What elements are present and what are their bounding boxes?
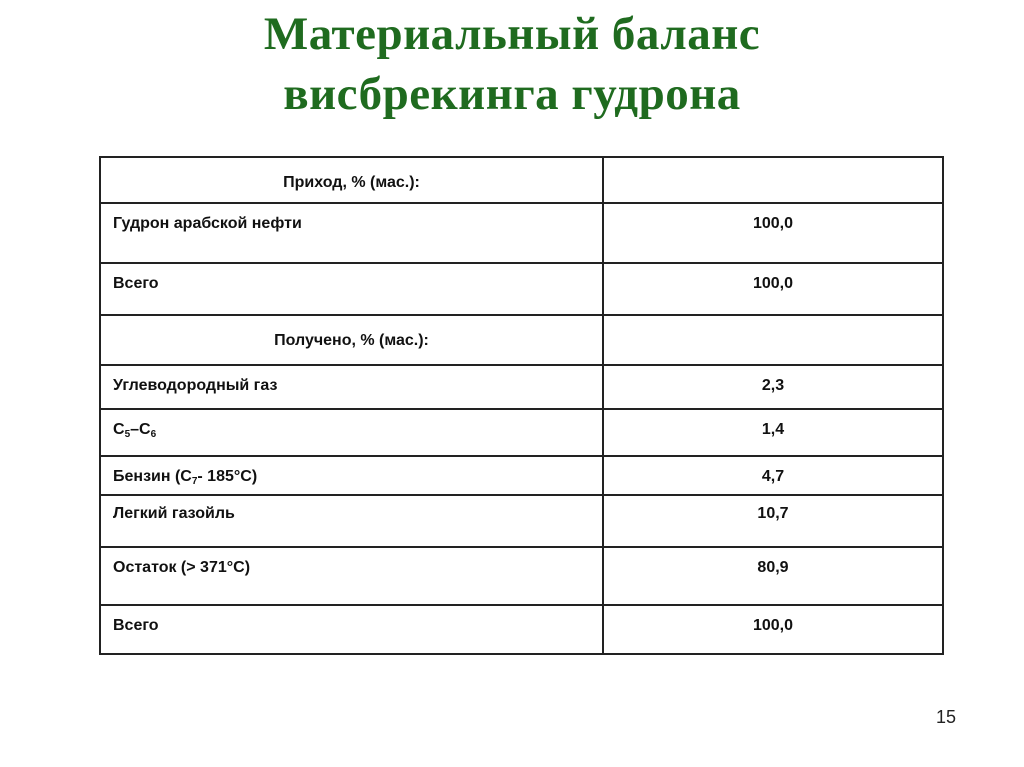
material-balance-table [99, 156, 944, 655]
row-label: Остаток (> 371°С) [100, 547, 603, 605]
row-value: 1,4 [603, 409, 943, 456]
row-label [100, 456, 603, 495]
row-label: Легкий газойль [100, 495, 603, 547]
row-label: Всего [100, 605, 603, 654]
row-value: 100,0 [603, 605, 943, 654]
label-part: –С [130, 421, 151, 438]
label-subscript: 7 [191, 476, 198, 487]
title-line-2: висбрекинга гудрона [283, 68, 741, 120]
label-subscript: 5 [124, 429, 131, 440]
page-number: 15 [936, 707, 957, 727]
table-row [100, 547, 943, 605]
income-header: Приход, % (мас.): [100, 157, 603, 203]
title-line-1: Материальный баланс [263, 8, 761, 60]
row-value: 2,3 [603, 365, 943, 409]
table-row [100, 605, 943, 654]
row-value: 10,7 [603, 495, 943, 547]
table-row [100, 409, 943, 456]
table-row [100, 315, 943, 365]
output-header-value [603, 315, 943, 365]
table-row [100, 203, 943, 263]
slide-title [0, 4, 1024, 124]
row-value: 100,0 [603, 203, 943, 263]
row-label [100, 409, 603, 456]
table-row [100, 495, 943, 547]
row-value: 100,0 [603, 263, 943, 315]
row-value: 80,9 [603, 547, 943, 605]
table-row [100, 365, 943, 409]
row-value: 4,7 [603, 456, 943, 495]
label-part: Бензин (С [113, 468, 192, 485]
label-subscript: 6 [150, 429, 157, 440]
row-label: Углеводородный газ [100, 365, 603, 409]
table-row [100, 263, 943, 315]
row-label: Всего [100, 263, 603, 315]
income-header-value [603, 157, 943, 203]
table-row [100, 157, 943, 203]
label-part: - 185°С) [197, 468, 258, 485]
table-row [100, 456, 943, 495]
label-part: С [113, 421, 125, 438]
row-label: Гудрон арабской нефти [100, 203, 603, 263]
output-header: Получено, % (мас.): [100, 315, 603, 365]
